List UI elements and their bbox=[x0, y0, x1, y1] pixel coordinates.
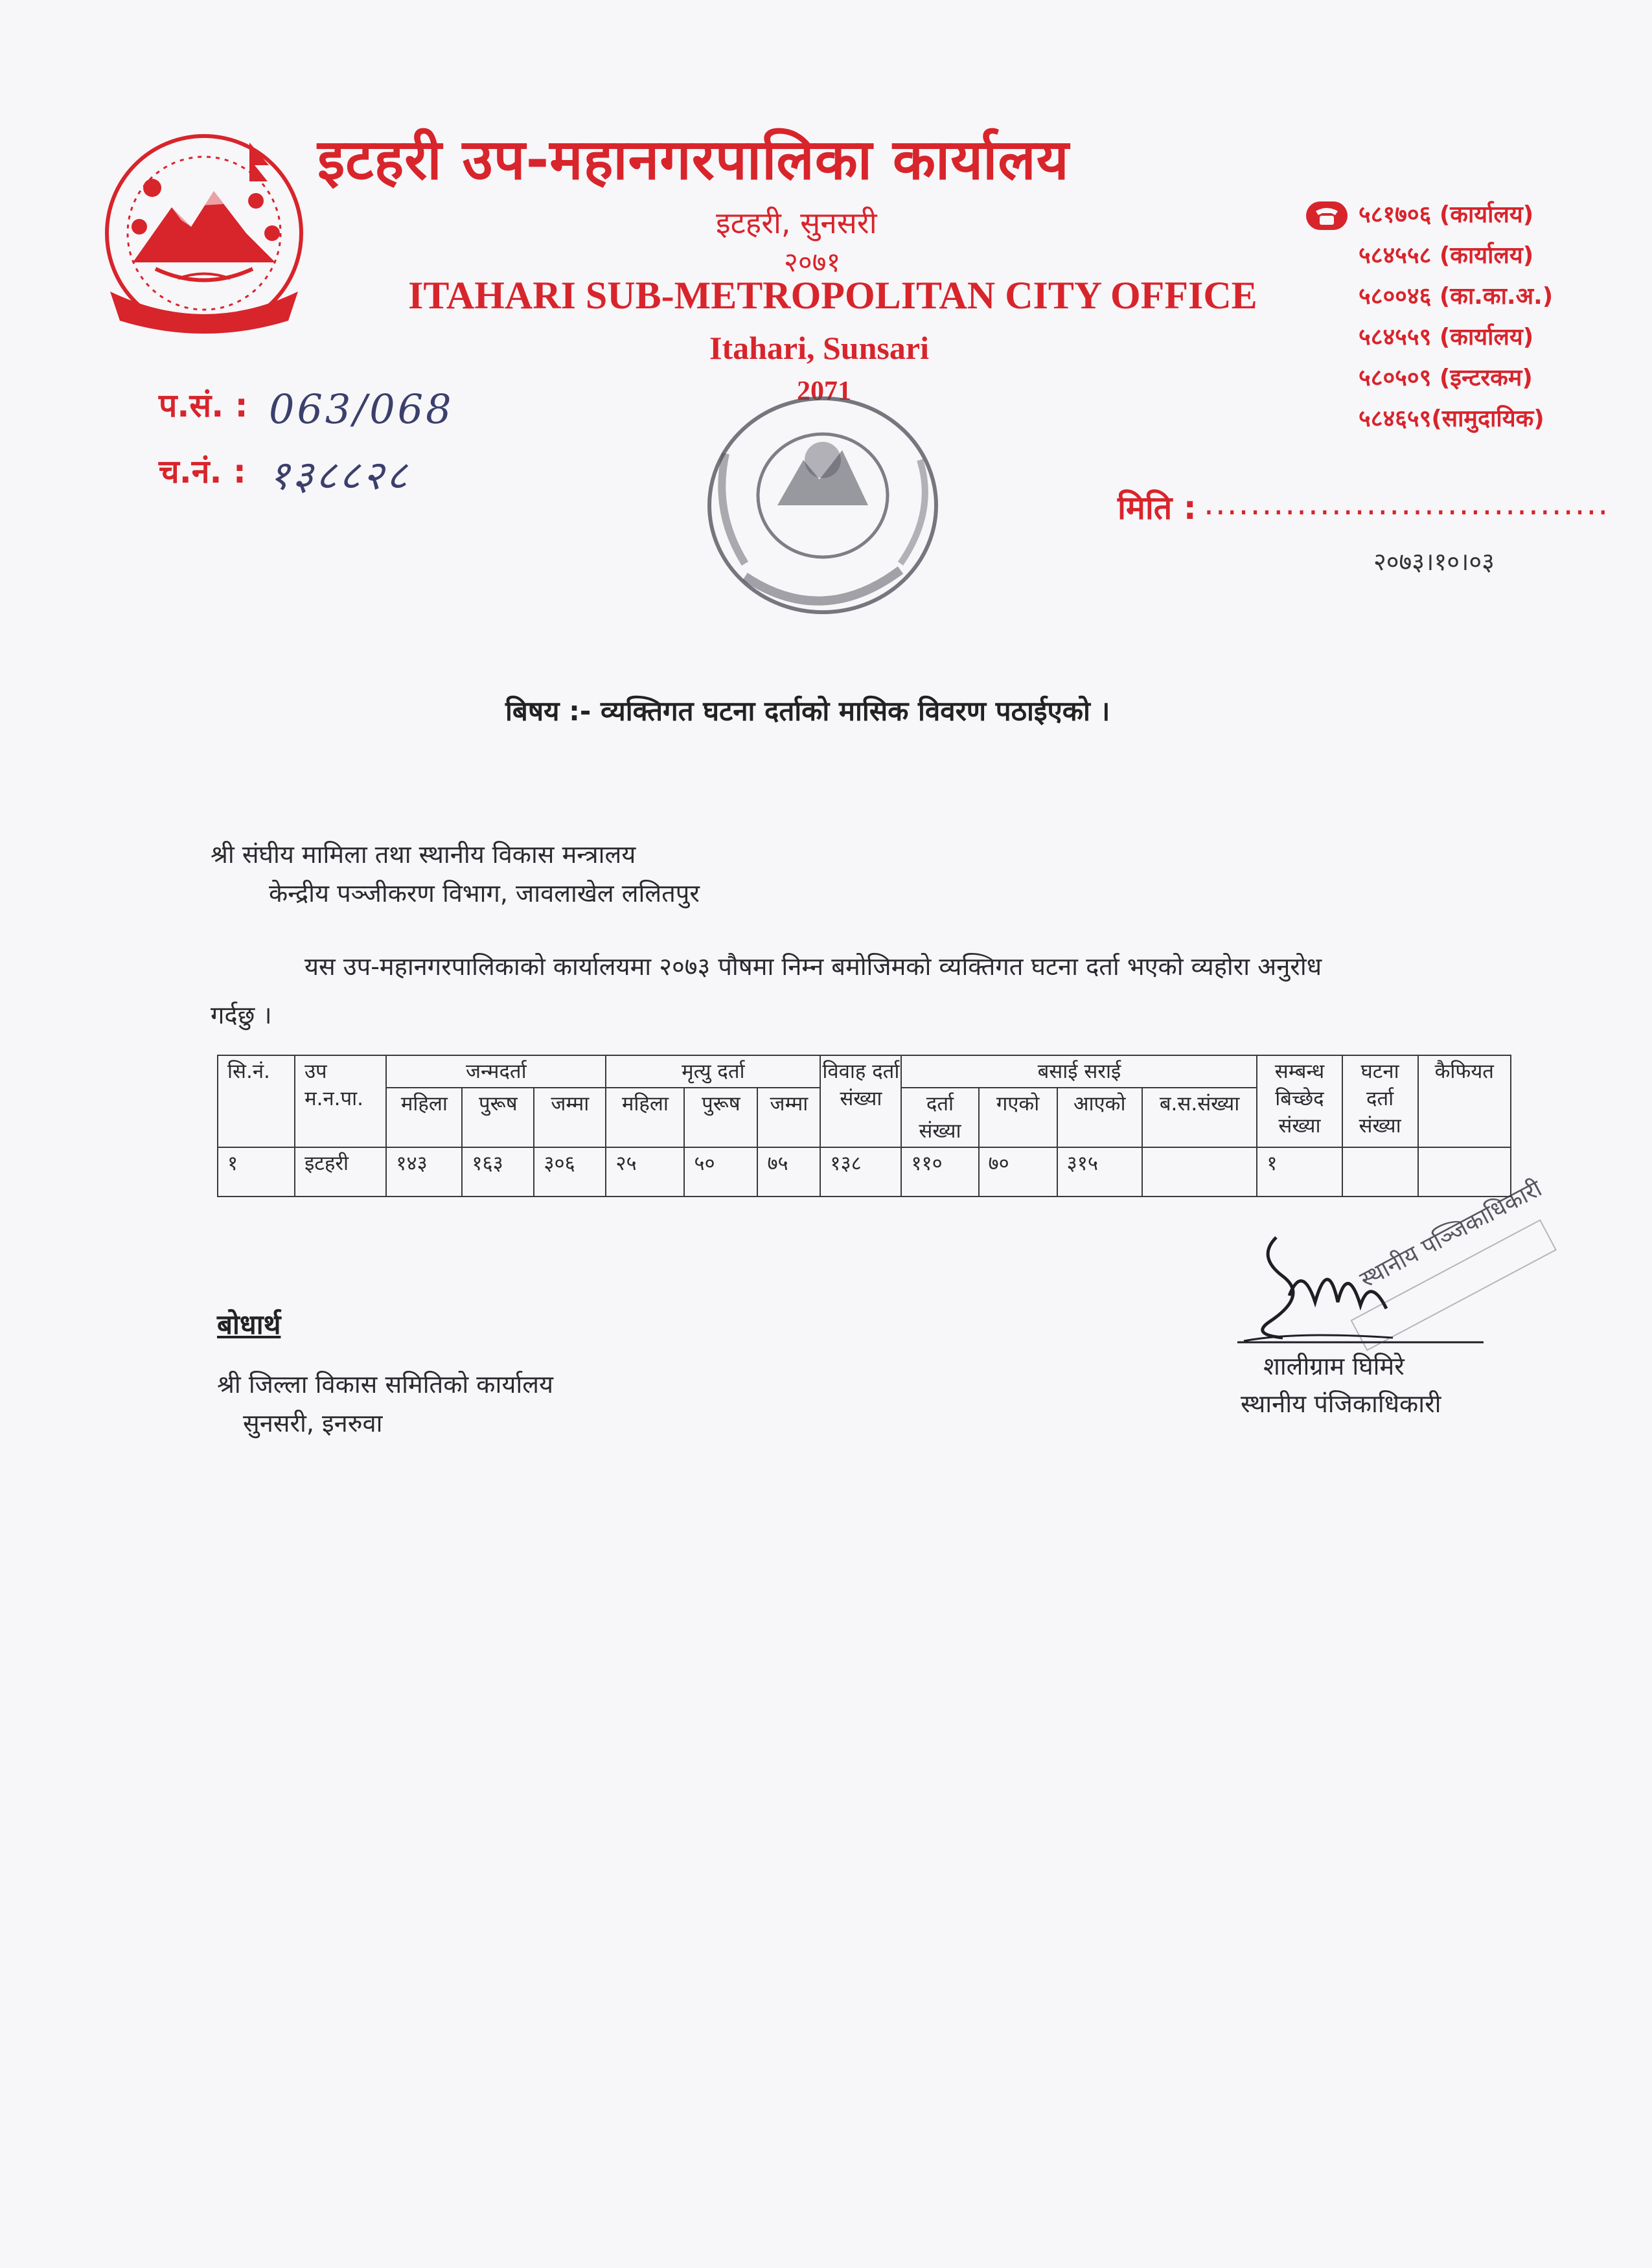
col-birth-male: पुरूष bbox=[462, 1088, 534, 1147]
col-birth-female: महिला bbox=[386, 1088, 462, 1147]
place-nepali: इटहरी, सुनसरी bbox=[716, 205, 877, 240]
cell-mig-came: ३१५ bbox=[1057, 1147, 1142, 1197]
col-death-male: पुरूष bbox=[684, 1088, 757, 1147]
col-mig-registered: दर्ता संख्या bbox=[901, 1088, 978, 1147]
cell-sn: १ bbox=[218, 1147, 295, 1197]
date-value: २०७३।१०।०३ bbox=[1373, 547, 1495, 576]
phone-row: ५८४६५९(सामुदायिक) bbox=[1359, 406, 1544, 432]
cell-death-female: २५ bbox=[606, 1147, 684, 1197]
cell-death-total: ७५ bbox=[757, 1147, 820, 1197]
col-birth-total: जम्मा bbox=[534, 1088, 606, 1147]
cc-line-1: श्री जिल्ला विकास समितिको कार्यालय bbox=[217, 1370, 554, 1399]
col-remarks: कैफियत bbox=[1418, 1055, 1511, 1147]
cc-title: बोधार्थ bbox=[217, 1309, 281, 1340]
phone-row: ५८००४६ (का.का.अ.) bbox=[1359, 283, 1554, 310]
year-english: 2071 bbox=[797, 376, 851, 406]
signatory-name: शालीग्राम घिमिरे bbox=[1263, 1352, 1405, 1380]
cell-event bbox=[1342, 1147, 1418, 1197]
cell-mig-bs-count bbox=[1142, 1147, 1257, 1197]
phone-row: ५८१७०६ (कार्यालय) bbox=[1305, 194, 1616, 235]
recipient-line-2: केन्द्रीय पञ्जीकरण विभाग, जावलाखेल ललितपुर bbox=[269, 879, 700, 908]
phone-row: ५८४५५९ (कार्यालय) bbox=[1359, 324, 1534, 350]
org-name-nepali: इटहरी उप-महानगरपालिका कार्यालय bbox=[317, 128, 1070, 192]
org-name-english: ITAHARI SUB-METROPOLITAN CITY OFFICE bbox=[408, 274, 1257, 317]
government-emblem-icon bbox=[94, 130, 314, 343]
date-dotted-line: ................................... bbox=[1204, 485, 1610, 522]
col-marriage: विवाह दर्ता संख्या bbox=[820, 1055, 901, 1147]
office-seal-stamp-icon bbox=[687, 382, 972, 641]
cell-mig-gone: ७० bbox=[979, 1147, 1057, 1197]
col-death-total: जम्मा bbox=[757, 1088, 820, 1147]
col-divorce: सम्बन्ध बिच्छेद संख्या bbox=[1257, 1055, 1342, 1147]
date-label: मिति : bbox=[1118, 489, 1197, 527]
cn-label: च.नं. : bbox=[159, 453, 246, 490]
col-mig-gone: गएको bbox=[979, 1088, 1057, 1147]
cell-remarks bbox=[1418, 1147, 1511, 1197]
cell-birth-total: ३०६ bbox=[534, 1147, 606, 1197]
subject-line: बिषय :- व्यक्तिगत घटना दर्ताको मासिक विवरण पठाईएको । bbox=[505, 695, 1110, 727]
signatory-title: स्थानीय पंजिकाधिकारी bbox=[1241, 1390, 1441, 1418]
cell-birth-female: १४३ bbox=[386, 1147, 462, 1197]
telephone-icon bbox=[1305, 201, 1348, 231]
col-event: घटना दर्ता संख्या bbox=[1342, 1055, 1418, 1147]
phone-row: ५८४५५८ (कार्यालय) bbox=[1359, 242, 1534, 269]
cell-death-male: ५० bbox=[684, 1147, 757, 1197]
cn-value-handwritten: १३८८२८ bbox=[269, 452, 410, 499]
body-line-1: यस उप-महानगरपालिकाको कार्यालयमा २०७३ पौषमा निम्न बमोजिमको व्यक्तिगत घटना दर्ता भएको व्यहोरा अनुरोध bbox=[304, 952, 1322, 981]
place-english: Itahari, Sunsari bbox=[709, 330, 929, 366]
cell-mig-registered: ११० bbox=[901, 1147, 978, 1197]
phone-list bbox=[1305, 194, 1616, 439]
year-nepali: २०७१ bbox=[784, 246, 841, 278]
event-registration-table bbox=[217, 1055, 1511, 1197]
cell-divorce: १ bbox=[1257, 1147, 1342, 1197]
recipient-line-1: श्री संघीय मामिला तथा स्थानीय विकास मन्त्रालय bbox=[211, 840, 636, 869]
cell-marriage: १३८ bbox=[820, 1147, 901, 1197]
col-mig-came: आएको bbox=[1057, 1088, 1142, 1147]
cell-birth-male: १६३ bbox=[462, 1147, 534, 1197]
table-row bbox=[218, 1147, 1511, 1197]
col-municipality: उप म.न.पा. bbox=[295, 1055, 386, 1147]
col-group-migration: बसाई सराई bbox=[901, 1055, 1257, 1088]
registrar-stamp-text: स्थानीय पञ्जिकाधिकारी bbox=[1355, 1175, 1546, 1294]
col-death-female: महिला bbox=[606, 1088, 684, 1147]
ps-value-handwritten: 063/068 bbox=[269, 385, 454, 433]
ps-label: प.सं. : bbox=[159, 387, 248, 424]
cell-municipality: इटहरी bbox=[295, 1147, 386, 1197]
col-mig-bs-count: ब.स.संख्या bbox=[1142, 1088, 1257, 1147]
body-line-2: गर्दछु । bbox=[211, 1001, 272, 1029]
phone-row: ५८०५०९ (इन्टरकम) bbox=[1359, 365, 1533, 391]
col-sn: सि.नं. bbox=[218, 1055, 295, 1147]
col-group-death: मृत्यु दर्ता bbox=[606, 1055, 820, 1088]
cc-line-2: सुनसरी, इनरुवा bbox=[243, 1409, 383, 1438]
col-group-birth: जन्मदर्ता bbox=[386, 1055, 606, 1088]
